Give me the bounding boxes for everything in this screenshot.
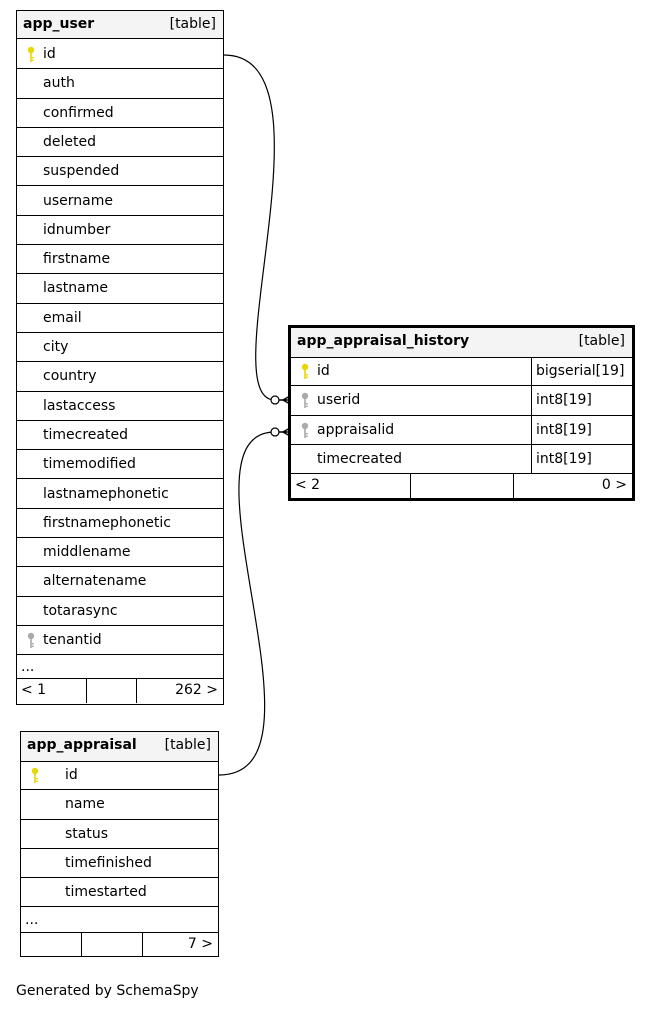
column-row[interactable]: [17, 509, 223, 538]
primary-key-icon: [300, 363, 310, 381]
column-name: appraisalid: [317, 421, 395, 438]
column-row[interactable]: [17, 597, 223, 626]
column-name: lastaccess: [43, 397, 116, 414]
column-name: email: [43, 309, 82, 326]
column-row[interactable]: [21, 820, 218, 849]
table-kind: [table]: [578, 333, 625, 349]
column-row[interactable]: [21, 878, 218, 907]
column-divider: [531, 445, 532, 473]
column-name: timestarted: [65, 884, 147, 901]
column-name: country: [43, 368, 97, 385]
column-row[interactable]: [17, 480, 223, 509]
more-columns-ellipsis: ...: [21, 908, 218, 933]
column-name: auth: [43, 75, 75, 92]
column-row[interactable]: [17, 216, 223, 245]
column-row[interactable]: [17, 392, 223, 421]
column-name: lastnamephonetic: [43, 485, 169, 502]
column-row[interactable]: [17, 128, 223, 157]
table-name[interactable]: app_user: [23, 16, 95, 32]
column-row[interactable]: [17, 245, 223, 274]
column-row[interactable]: [21, 790, 218, 819]
column-name: username: [43, 192, 113, 209]
column-name: timecreated: [317, 450, 402, 467]
column-name: lastname: [43, 280, 108, 297]
primary-key-icon: [30, 767, 40, 785]
column-row[interactable]: [21, 849, 218, 878]
foreign-key-icon: [26, 632, 36, 650]
table-app-user[interactable]: [16, 10, 224, 705]
column-row[interactable]: [17, 567, 223, 596]
pager-divider: [513, 474, 514, 498]
column-type: int8[19]: [536, 450, 592, 467]
column-type: int8[19]: [536, 421, 592, 438]
column-name: id: [317, 363, 330, 379]
column-row[interactable]: [21, 761, 218, 790]
column-name: status: [65, 825, 109, 842]
column-name: id: [43, 46, 56, 62]
column-name: alternatename: [43, 573, 147, 590]
column-row[interactable]: [17, 274, 223, 303]
column-name: suspended: [43, 163, 120, 180]
column-name: deleted: [43, 133, 96, 150]
pager-previous[interactable]: < 1: [21, 682, 47, 699]
column-name: timecreated: [43, 426, 128, 443]
foreign-key-icon: [300, 422, 310, 440]
column-row[interactable]: [17, 187, 223, 216]
more-columns-ellipsis: ...: [17, 655, 223, 679]
column-row[interactable]: [291, 445, 632, 474]
footer-generated-by: Generated by SchemaSpy: [16, 983, 199, 999]
column-row[interactable]: [291, 416, 632, 445]
primary-key-icon: [26, 46, 36, 64]
column-name: totarasync: [43, 602, 118, 619]
column-row[interactable]: [17, 304, 223, 333]
column-name: confirmed: [43, 104, 114, 121]
column-row[interactable]: [17, 538, 223, 567]
column-name: timefinished: [65, 854, 152, 871]
table-header: [17, 11, 223, 39]
pager-divider: [86, 679, 87, 703]
column-name: idnumber: [43, 221, 111, 238]
column-name: tenantid: [43, 632, 102, 648]
column-name: city: [43, 339, 69, 355]
column-row[interactable]: [17, 362, 223, 391]
pager-next[interactable]: 262 >: [175, 682, 218, 699]
column-name: middlename: [43, 544, 131, 561]
column-name: timemodified: [43, 456, 136, 473]
column-row[interactable]: [17, 450, 223, 479]
table-kind: [table]: [164, 737, 211, 753]
column-row[interactable]: [17, 333, 223, 362]
column-row[interactable]: [291, 357, 632, 386]
table-name[interactable]: app_appraisal_history: [297, 333, 470, 349]
column-divider: [531, 416, 532, 444]
pager-divider: [410, 474, 411, 498]
pager-divider: [81, 933, 82, 957]
pager-divider: [142, 933, 143, 957]
table-app-appraisal[interactable]: [20, 731, 219, 957]
relationship-optional-marker: [271, 428, 279, 436]
column-row[interactable]: [17, 421, 223, 450]
column-type: int8[19]: [536, 392, 592, 409]
relationship-appraisalid-to-app-appraisal-id: [219, 432, 275, 775]
column-name: id: [65, 767, 78, 783]
column-divider: [531, 357, 532, 385]
column-row[interactable]: [17, 99, 223, 128]
column-row[interactable]: [17, 40, 223, 69]
column-name: firstnamephonetic: [43, 514, 171, 531]
pager-next[interactable]: 7 >: [187, 935, 213, 952]
table-kind: [table]: [169, 16, 216, 32]
column-name: userid: [317, 392, 361, 409]
table-name[interactable]: app_appraisal: [27, 737, 137, 753]
table-header: [21, 732, 218, 762]
table-app-appraisal-history[interactable]: [288, 325, 635, 501]
foreign-key-icon: [300, 392, 310, 410]
pager-divider: [136, 679, 137, 703]
pager-previous[interactable]: < 2: [295, 477, 321, 494]
relationship-optional-marker: [271, 396, 279, 404]
column-divider: [531, 386, 532, 414]
column-row[interactable]: [17, 626, 223, 655]
column-name: firstname: [43, 251, 111, 268]
column-name: name: [65, 796, 105, 813]
pager-next[interactable]: 0 >: [601, 477, 627, 494]
table-header: [291, 328, 632, 358]
column-row[interactable]: [291, 386, 632, 415]
relationship-userid-to-app-user-id: [224, 55, 275, 400]
column-row[interactable]: [17, 69, 223, 98]
column-type: bigserial[19]: [536, 363, 625, 379]
table-pager: [291, 474, 632, 498]
table-pager: [21, 933, 218, 957]
column-row[interactable]: [17, 157, 223, 186]
table-pager: [17, 679, 223, 703]
